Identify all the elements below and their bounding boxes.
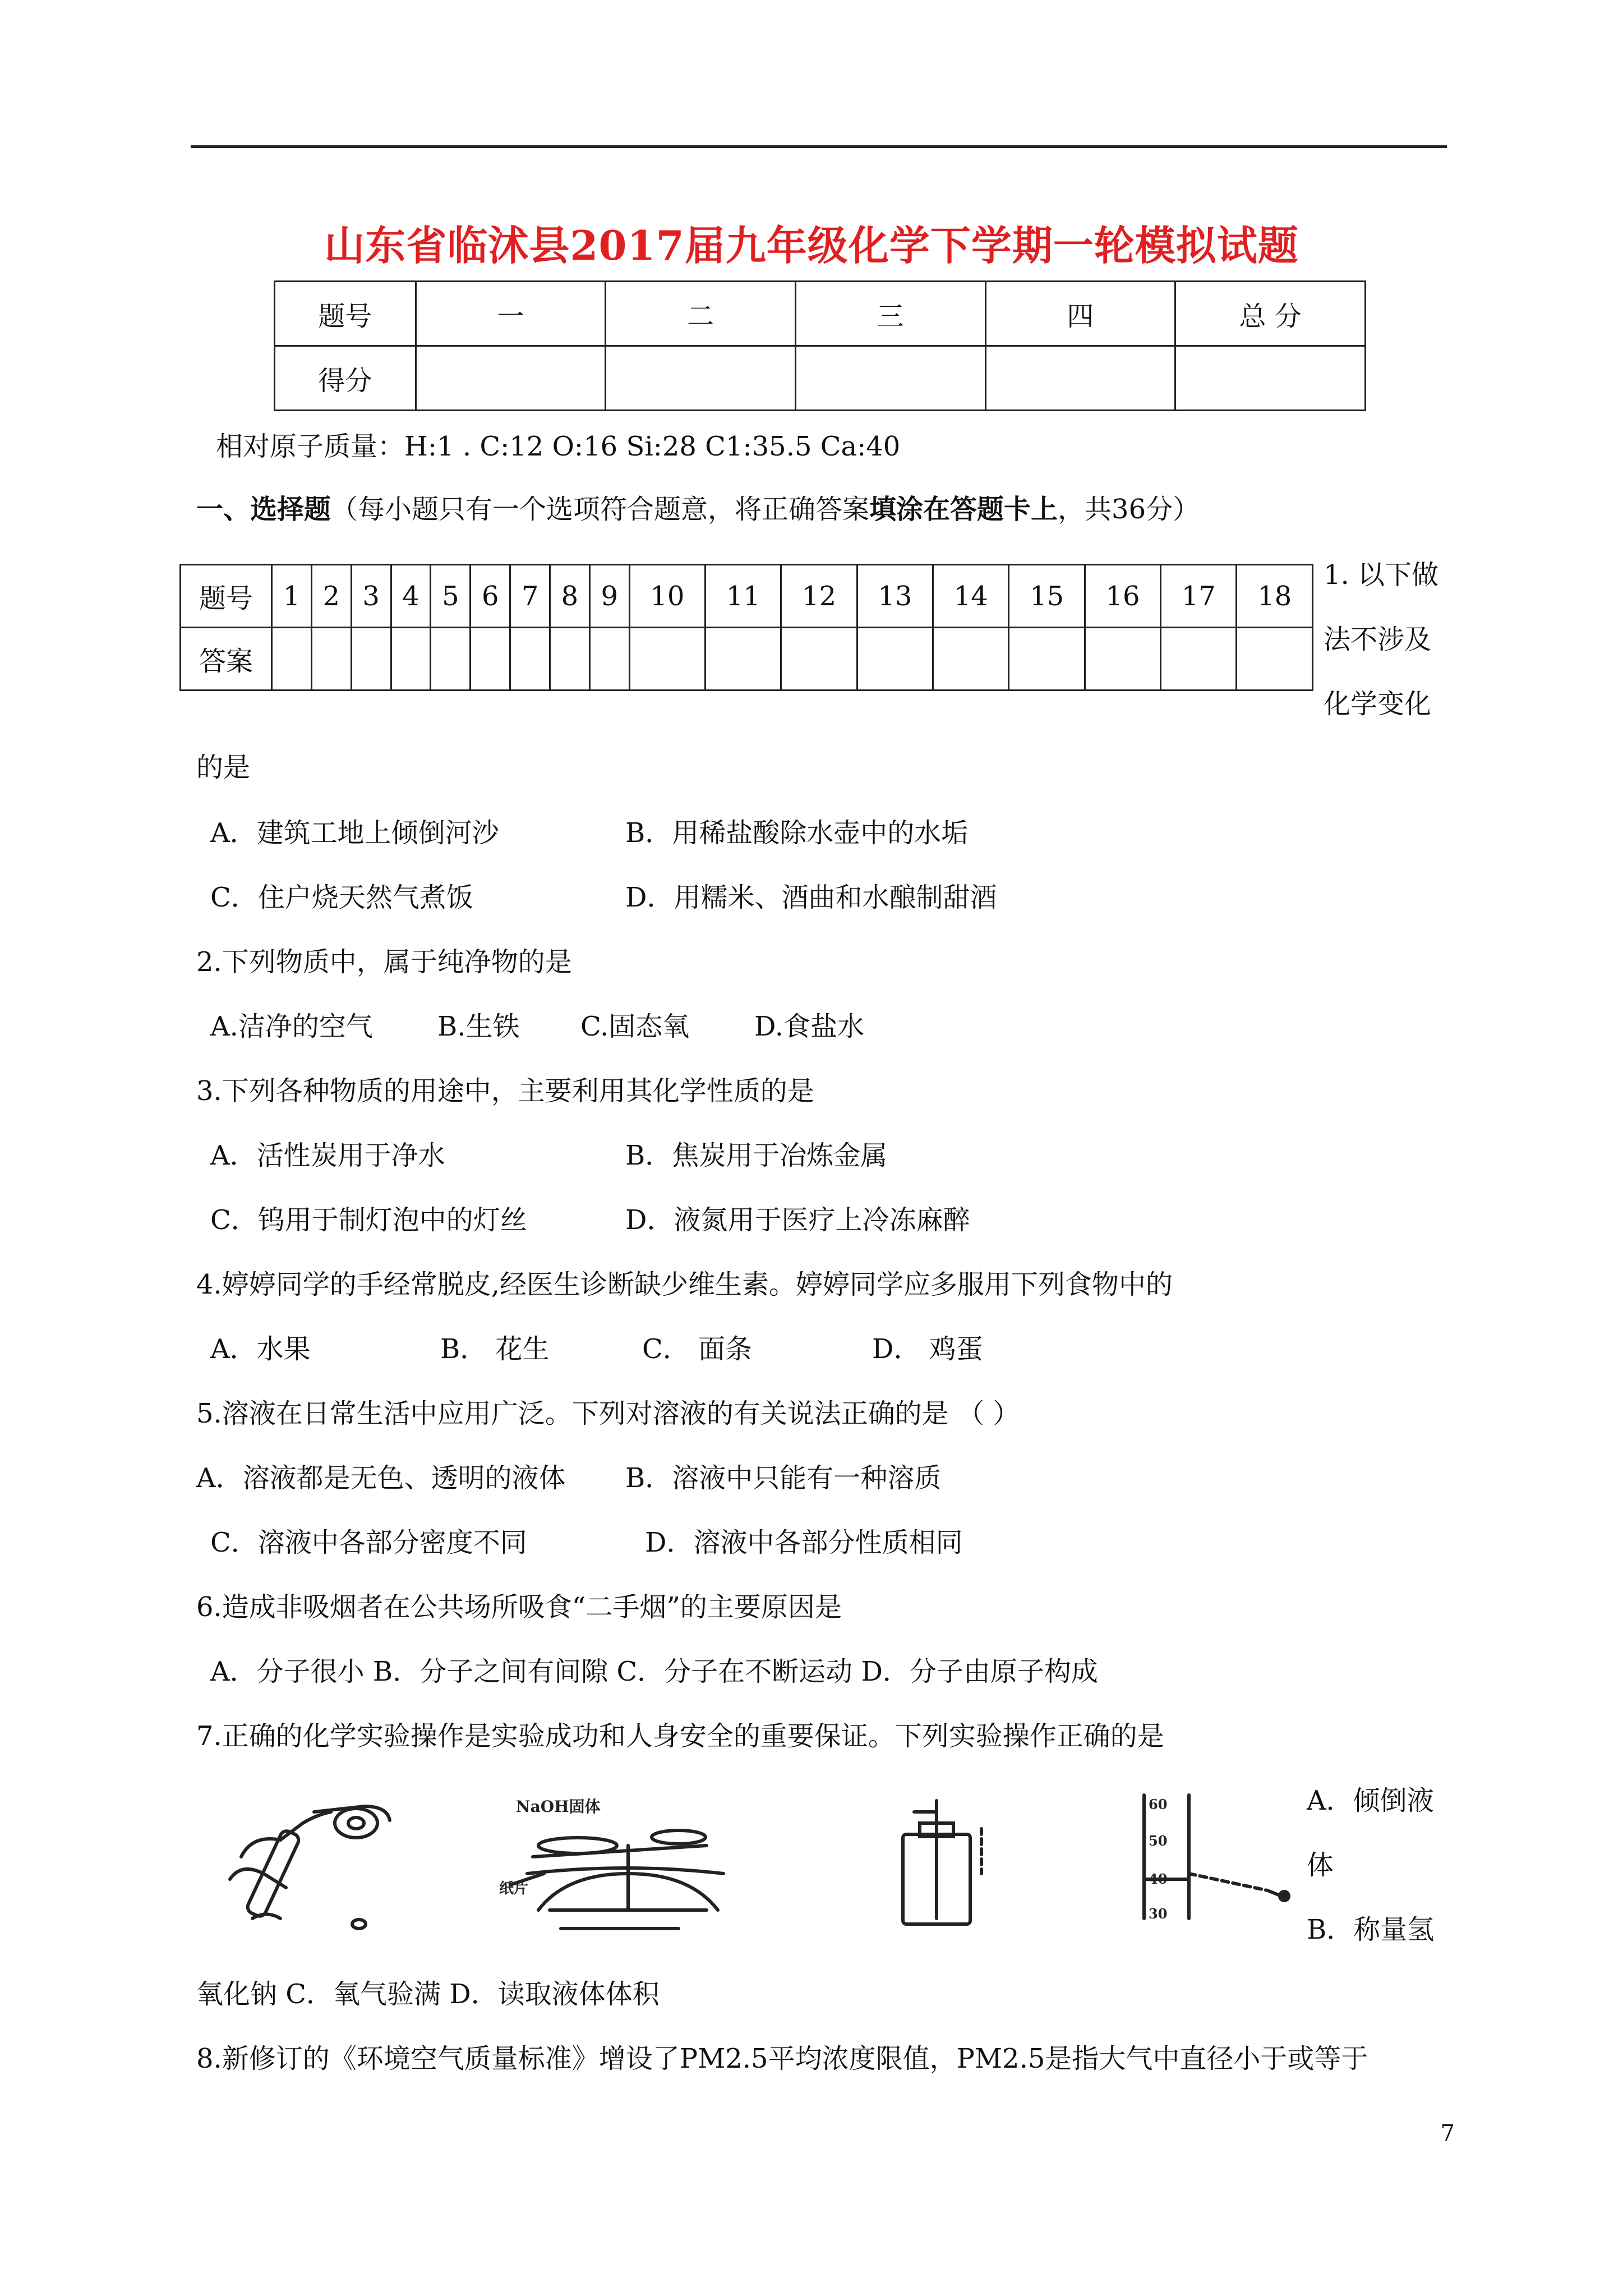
answer-number-cell: 3 — [351, 565, 391, 628]
answer-number-cell: 14 — [933, 565, 1009, 628]
answer-number-cell: 5 — [431, 565, 471, 628]
q7-stem: 7.正确的化学实验操作是实验成功和人身安全的重要保证。下列实验操作正确的是 — [196, 1720, 1164, 1752]
answer-number-cell: 10 — [629, 565, 705, 628]
score-cell[interactable] — [795, 346, 985, 411]
answer-number-cell: 6 — [471, 565, 510, 628]
answer-number-cell: 17 — [1161, 565, 1237, 628]
q3-option-c: C．钨用于制灯泡中的灯丝 — [210, 1204, 527, 1236]
answer-cell[interactable] — [351, 628, 391, 691]
answer-row-label: 题号 — [181, 565, 272, 628]
answer-cell[interactable] — [391, 628, 431, 691]
q7-stem-tail: 氧化钠 C．氧气验满 D．读取液体体积 — [196, 1978, 660, 2010]
q3-option-a: A．活性炭用于净水 — [210, 1140, 445, 1171]
q1-side-text: 化学变化 — [1324, 688, 1432, 720]
answer-cell[interactable] — [550, 628, 590, 691]
answer-cell[interactable] — [311, 628, 351, 691]
score-header-cell: 一 — [416, 282, 606, 346]
q2-option-b: B.生铁 — [437, 1011, 520, 1042]
answer-number-cell: 16 — [1085, 565, 1160, 628]
q1-option-b: B．用稀盐酸除水壶中的水垢 — [625, 817, 969, 849]
answer-number-cell: 12 — [781, 565, 857, 628]
cylinder-mark-30: 30 — [1149, 1906, 1168, 1922]
answer-cell[interactable] — [933, 628, 1009, 691]
answer-number-cell: 4 — [391, 565, 431, 628]
q2-option-c: C.固态氧 — [580, 1011, 690, 1042]
answer-table — [179, 564, 1313, 691]
answer-number-cell: 9 — [589, 565, 629, 628]
q7-side-text: A．倾倒液 — [1307, 1785, 1434, 1816]
answer-number-cell: 7 — [510, 565, 550, 628]
answer-number-cell: 18 — [1237, 565, 1313, 628]
answer-cell[interactable] — [431, 628, 471, 691]
q1-side-text: 1. 以下做 — [1324, 559, 1439, 591]
figure-read-volume — [1133, 1784, 1301, 1930]
q5-stem: 5.溶液在日常生活中应用广泛。下列对溶液的有关说法正确的是 （ ） — [196, 1398, 1020, 1429]
q3-option-b: B．焦炭用于冶炼金属 — [625, 1140, 888, 1171]
score-header-cell: 二 — [606, 282, 796, 346]
answer-cell[interactable] — [510, 628, 550, 691]
answer-cell[interactable] — [706, 628, 781, 691]
answer-number-cell: 2 — [311, 565, 351, 628]
score-header-cell: 题号 — [275, 282, 416, 346]
score-row-label: 得分 — [275, 346, 416, 411]
score-cell[interactable] — [985, 346, 1175, 411]
q2-stem: 2.下列物质中，属于纯净物的是 — [196, 946, 572, 978]
q5-option-b: B．溶液中只能有一种溶质 — [625, 1462, 942, 1494]
section-one-desc-end: ，共36分） — [1058, 494, 1200, 525]
answer-number-cell: 15 — [1009, 565, 1085, 628]
q5-option-d: D．溶液中各部分性质相同 — [645, 1527, 963, 1558]
answer-number-cell: 1 — [272, 565, 312, 628]
answer-cell[interactable] — [781, 628, 857, 691]
score-cell[interactable] — [416, 346, 606, 411]
answer-number-cell: 11 — [706, 565, 781, 628]
score-header-cell: 三 — [795, 282, 985, 346]
answer-cell[interactable] — [1161, 628, 1237, 691]
atomic-mass-line: 相对原子质量：H:1 . C:12 O:16 Si:28 C1:35.5 Ca:40 — [216, 431, 901, 462]
q4-option-d: D． 鸡蛋 — [872, 1333, 983, 1365]
answer-cell[interactable] — [1009, 628, 1085, 691]
answer-number-cell: 13 — [857, 565, 933, 628]
figure-oxygen-test — [892, 1789, 1004, 1935]
score-cell[interactable] — [1175, 346, 1366, 411]
q3-option-d: D．液氮用于医疗上冷冻麻醉 — [625, 1204, 970, 1236]
page-title: 山东省临沭县2017届九年级化学下学期一轮模拟试题 — [324, 222, 1299, 269]
q1-option-a: A．建筑工地上倾倒河沙 — [210, 817, 499, 849]
q6-options: A．分子很小 B．分子之间有间隙 C．分子在不断运动 D．分子由原子构成 — [210, 1656, 1098, 1687]
q4-stem: 4.婷婷同学的手经常脱皮,经医生诊断缺少维生素。婷婷同学应多服用下列食物中的 — [196, 1269, 1173, 1300]
q5-option-a: A．溶液都是无色、透明的液体 — [196, 1462, 566, 1494]
section-one-desc: （每小题只有一个选项符合题意，将正确答案 — [331, 494, 870, 525]
cylinder-mark-60: 60 — [1149, 1796, 1168, 1812]
score-header-cell: 总 分 — [1175, 282, 1366, 346]
answer-row-label: 答案 — [181, 628, 272, 691]
answer-cell[interactable] — [272, 628, 312, 691]
section-one-bold: 填涂在答题卡上 — [869, 494, 1058, 525]
cylinder-mark-40: 40 — [1149, 1871, 1168, 1887]
answer-cell[interactable] — [857, 628, 933, 691]
q2-option-d: D.食盐水 — [754, 1011, 865, 1042]
score-table — [274, 280, 1366, 411]
q4-option-b: B． 花生 — [440, 1333, 550, 1365]
score-header-cell: 四 — [985, 282, 1175, 346]
answer-cell[interactable] — [629, 628, 705, 691]
figure-weighing-naoh — [494, 1789, 763, 1935]
q7-side-text: B．称量氢 — [1307, 1914, 1435, 1945]
score-cell[interactable] — [606, 346, 796, 411]
q1-stem-tail: 的是 — [196, 752, 251, 783]
answer-cell[interactable] — [589, 628, 629, 691]
paper-label: 纸片 — [499, 1880, 529, 1897]
q7-side-text: 体 — [1307, 1849, 1334, 1881]
section-one-heading — [196, 493, 1200, 526]
q8-stem: 8.新修订的《环境空气质量标准》增设了PM2.5平均浓度限值，PM2.5是指大气中直径小于或等于 — [196, 2043, 1368, 2074]
answer-cell[interactable] — [471, 628, 510, 691]
page-number: 7 — [1440, 2120, 1455, 2146]
answer-number-cell: 8 — [550, 565, 590, 628]
q1-option-c: C．住户烧天然气煮饭 — [210, 882, 473, 913]
q2-option-a: A.洁净的空气 — [210, 1011, 373, 1042]
q3-stem: 3.下列各种物质的用途中，主要利用其化学性质的是 — [196, 1075, 814, 1107]
q4-option-a: A．水果 — [210, 1333, 311, 1365]
answer-cell[interactable] — [1085, 628, 1160, 691]
answer-cell[interactable] — [1237, 628, 1313, 691]
header-rule — [191, 145, 1447, 148]
naoh-label: NaOH固体 — [516, 1797, 601, 1816]
q4-option-c: C． 面条 — [642, 1333, 752, 1365]
q1-option-d: D．用糯米、酒曲和水酿制甜酒 — [625, 882, 997, 913]
section-one-title: 一、选择题 — [196, 494, 331, 525]
cylinder-mark-50: 50 — [1149, 1833, 1168, 1849]
q1-side-text: 法不涉及 — [1324, 624, 1432, 655]
figure-pouring-liquid — [219, 1789, 404, 1935]
q6-stem: 6.造成非吸烟者在公共场所吸食“二手烟”的主要原因是 — [196, 1591, 842, 1623]
q5-option-c: C．溶液中各部分密度不同 — [210, 1527, 527, 1558]
